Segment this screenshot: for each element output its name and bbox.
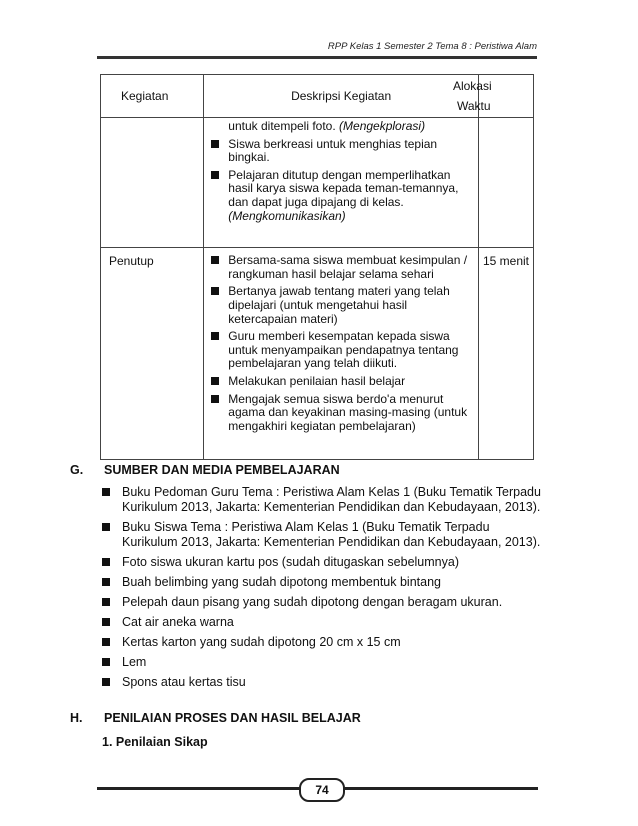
resources-list <box>102 485 542 695</box>
list-item: Pelajaran ditutup dengan memperlihatkan hasil karya siswa kepada teman-temannya, dan dapat juga dipajang di kelas. (Mengkomunikasikan) <box>204 169 472 223</box>
list-item: Siswa berkreasi untuk menghias tepian bingkai. <box>204 138 472 165</box>
row-description <box>204 248 479 460</box>
activity-table <box>100 74 534 460</box>
bullet-square-icon <box>211 332 219 340</box>
bullet-square-icon <box>102 578 110 586</box>
footer-rule-left <box>97 787 300 790</box>
table-row <box>101 248 534 460</box>
header-rule <box>97 56 537 59</box>
list-item: Kertas karton yang sudah dipotong 20 cm x 15 cm <box>102 635 542 650</box>
row-name <box>101 118 204 248</box>
list-item: Guru memberi kesempatan kepada siswa untuk menyampaikan pendapatnya tentang pembelajaran yang telah diikuti. <box>204 330 472 371</box>
row-time <box>478 118 533 248</box>
bullet-square-icon <box>102 658 110 666</box>
bullet-square-icon <box>211 171 219 179</box>
bullet-square-icon <box>102 523 110 531</box>
bullet-square-icon <box>211 256 219 264</box>
header-kegiatan: Kegiatan <box>101 75 204 118</box>
list-item: Mengajak semua siswa berdo'a menurut agama dan keyakinan masing-masing (untuk mengakhiri kegiatan pembelajaran) <box>204 393 472 434</box>
section-letter: G. <box>70 463 84 477</box>
list-item: Cat air aneka warna <box>102 615 542 630</box>
list-item: Foto siswa ukuran kartu pos (sudah ditugaskan sebelumnya) <box>102 555 542 570</box>
header-alokasi-line1: Alokasi <box>452 79 492 93</box>
header-deskripsi: Deskripsi Kegiatan <box>204 75 479 118</box>
table-header-row <box>101 75 534 118</box>
running-header: RPP Kelas 1 Semester 2 Tema 8 : Peristiwa Alam <box>327 41 537 52</box>
header-alokasi-line2: Waktu <box>456 99 491 113</box>
page-number: 74 <box>299 778 345 802</box>
description-list <box>204 118 478 247</box>
bullet-square-icon <box>102 598 110 606</box>
list-item: Melakukan penilaian hasil belajar <box>204 375 472 389</box>
bullet-square-icon <box>211 287 219 295</box>
list-item: Bersama-sama siswa membuat kesimpulan / rangkuman hasil belajar selama sehari <box>204 254 472 281</box>
section-g-heading <box>70 463 340 477</box>
bullet-square-icon <box>102 618 110 626</box>
list-item: Buku Pedoman Guru Tema : Peristiwa Alam Kelas 1 (Buku Tematik Terpadu Kurikulum 2013, Jakarta: Kementerian Pendidikan dan Kebudayaan, 2013). <box>102 485 542 515</box>
bullet-square-icon <box>211 140 219 148</box>
footer-rule-right <box>340 787 538 790</box>
list-item: Buah belimbing yang sudah dipotong membentuk bintang <box>102 575 542 590</box>
description-list <box>204 248 478 459</box>
row-time: 15 menit <box>478 248 533 460</box>
section-h-subtitle: 1. Penilaian Sikap <box>102 735 208 749</box>
section-title: SUMBER DAN MEDIA PEMBELAJARAN <box>104 463 340 477</box>
bullet-square-icon <box>102 488 110 496</box>
bullet-square-icon <box>211 395 219 403</box>
bullet-square-icon <box>102 638 110 646</box>
header-alokasi <box>452 75 533 118</box>
section-title: PENILAIAN PROSES DAN HASIL BELAJAR <box>104 711 361 725</box>
list-item: Lem <box>102 655 542 670</box>
row-name: Penutup <box>101 248 204 460</box>
list-item: Bertanya jawab tentang materi yang telah dipelajari (untuk mengetahui hasil ketercapaian materi) <box>204 285 472 326</box>
list-item: Buku Siswa Tema : Peristiwa Alam Kelas 1 (Buku Tematik Terpadu Kurikulum 2013, Jakarta: Kementerian Pendidikan dan Kebudayaan, 2013). <box>102 520 542 550</box>
section-h-heading <box>70 711 361 725</box>
bullet-square-icon <box>102 678 110 686</box>
bullet-square-icon <box>102 558 110 566</box>
list-item: untuk ditempeli foto. (Mengekplorasi) <box>228 119 426 133</box>
table-row <box>101 118 534 248</box>
row-description <box>204 118 479 248</box>
bullet-square-icon <box>211 377 219 385</box>
section-letter: H. <box>70 711 83 725</box>
list-item: Spons atau kertas tisu <box>102 675 542 690</box>
list-item: Pelepah daun pisang yang sudah dipotong dengan beragam ukuran. <box>102 595 542 610</box>
